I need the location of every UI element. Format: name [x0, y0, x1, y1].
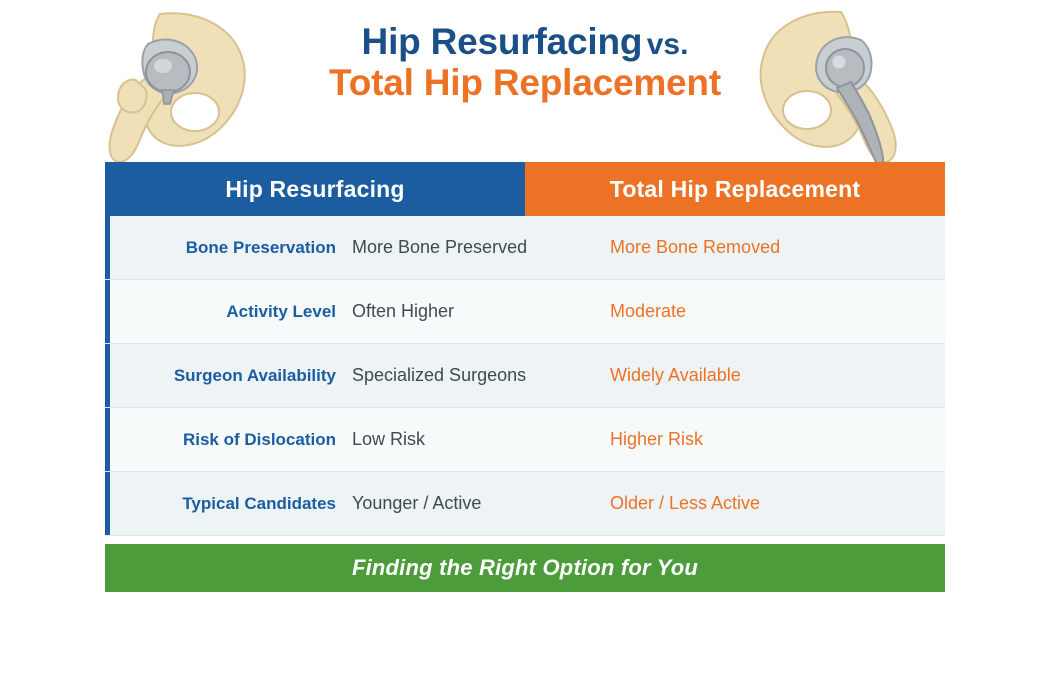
row-value-replacement: More Bone Removed [610, 237, 781, 257]
table-row [105, 408, 945, 472]
row-value-replacement: Moderate [610, 301, 687, 321]
row-value-resurfacing: More Bone Preserved [352, 237, 528, 257]
row-value-resurfacing: Younger / Active [352, 493, 482, 513]
table-row [105, 472, 945, 536]
row-value-replacement: Older / Less Active [610, 493, 761, 513]
table-row [105, 216, 945, 280]
column-header-total-hip-replacement: Total Hip Replacement [525, 162, 945, 216]
table-row [105, 280, 945, 344]
row-label: Risk of Dislocation [182, 429, 336, 449]
table-row [105, 344, 945, 408]
title-line-1 [265, 22, 785, 61]
table-body [105, 216, 945, 536]
row-value-resurfacing: Specialized Surgeons [352, 365, 527, 385]
row-value-replacement: Higher Risk [610, 429, 704, 449]
title-total-hip-replacement: Total Hip Replacement [329, 62, 721, 104]
row-label: Typical Candidates [182, 493, 336, 513]
row-value-resurfacing: Often Higher [352, 301, 455, 321]
comparison-table [105, 162, 945, 592]
footer-text: Finding the Right Option for You [351, 555, 699, 580]
table-header-row [105, 162, 945, 216]
title-vs: vs. [646, 28, 689, 61]
footer-banner [105, 544, 945, 592]
column-header-hip-resurfacing: Hip Resurfacing [105, 162, 525, 216]
row-label: Bone Preservation [185, 237, 336, 257]
infographic-title [265, 22, 785, 102]
row-value-replacement: Widely Available [610, 365, 741, 385]
hip-resurfacing-illustration [100, 8, 270, 168]
title-hip-resurfacing: Hip Resurfacing [361, 21, 643, 62]
row-label: Activity Level [226, 301, 336, 321]
row-label: Surgeon Availability [173, 365, 336, 385]
row-value-resurfacing: Low Risk [352, 429, 426, 449]
